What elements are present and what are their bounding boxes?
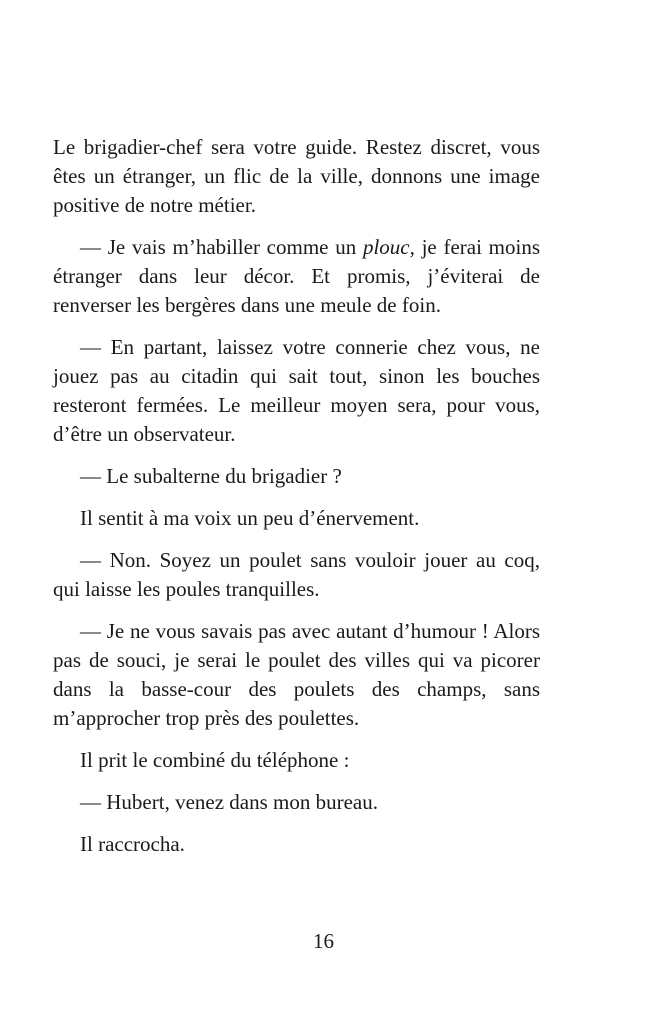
page-number: 16 <box>313 929 334 953</box>
paragraph-9: — Hubert, venez dans mon bureau. <box>80 790 378 814</box>
paragraph-2-end: , je ferai moins étranger dans leur décor. Et promis, j’éviterai de renverser les bergères dans une meule de foin. <box>53 235 540 317</box>
paragraph-1: Le brigadier-chef sera votre guide. Restez discret, vous êtes un étranger, un flic de la ville, donnons une image positive de notre métier. <box>53 135 540 217</box>
emphasized-word: plouc <box>362 235 410 259</box>
paragraph-10: Il raccrocha. <box>80 832 185 856</box>
paragraph-6: — Non. Soyez un poulet sans vouloir jouer au coq, qui laisse les poules tranquilles. <box>53 548 540 601</box>
paragraph-5: Il sentit à ma voix un peu d’énervement. <box>80 506 420 530</box>
paragraph-3: — En partant, laissez votre connerie chez vous, ne jouez pas au citadin qui sait tout, sinon les bouches resteront fermées. Le meilleur moyen sera, pour vous, d’être un observateur. <box>53 335 540 446</box>
paragraph-2 <box>53 233 540 320</box>
paragraph-4: — Le subalterne du brigadier ? <box>80 464 342 488</box>
page-body <box>53 133 540 872</box>
paragraph-2-start: — Je vais m’habiller comme un <box>80 235 363 259</box>
paragraph-8: Il prit le combiné du téléphone : <box>80 748 350 772</box>
paragraph-7: — Je ne vous savais pas avec autant d’humour ! Alors pas de souci, je serai le poulet des villes qui va picorer dans la basse-cour des poulets des champs, sans m’approcher trop près des poulettes. <box>53 619 540 730</box>
